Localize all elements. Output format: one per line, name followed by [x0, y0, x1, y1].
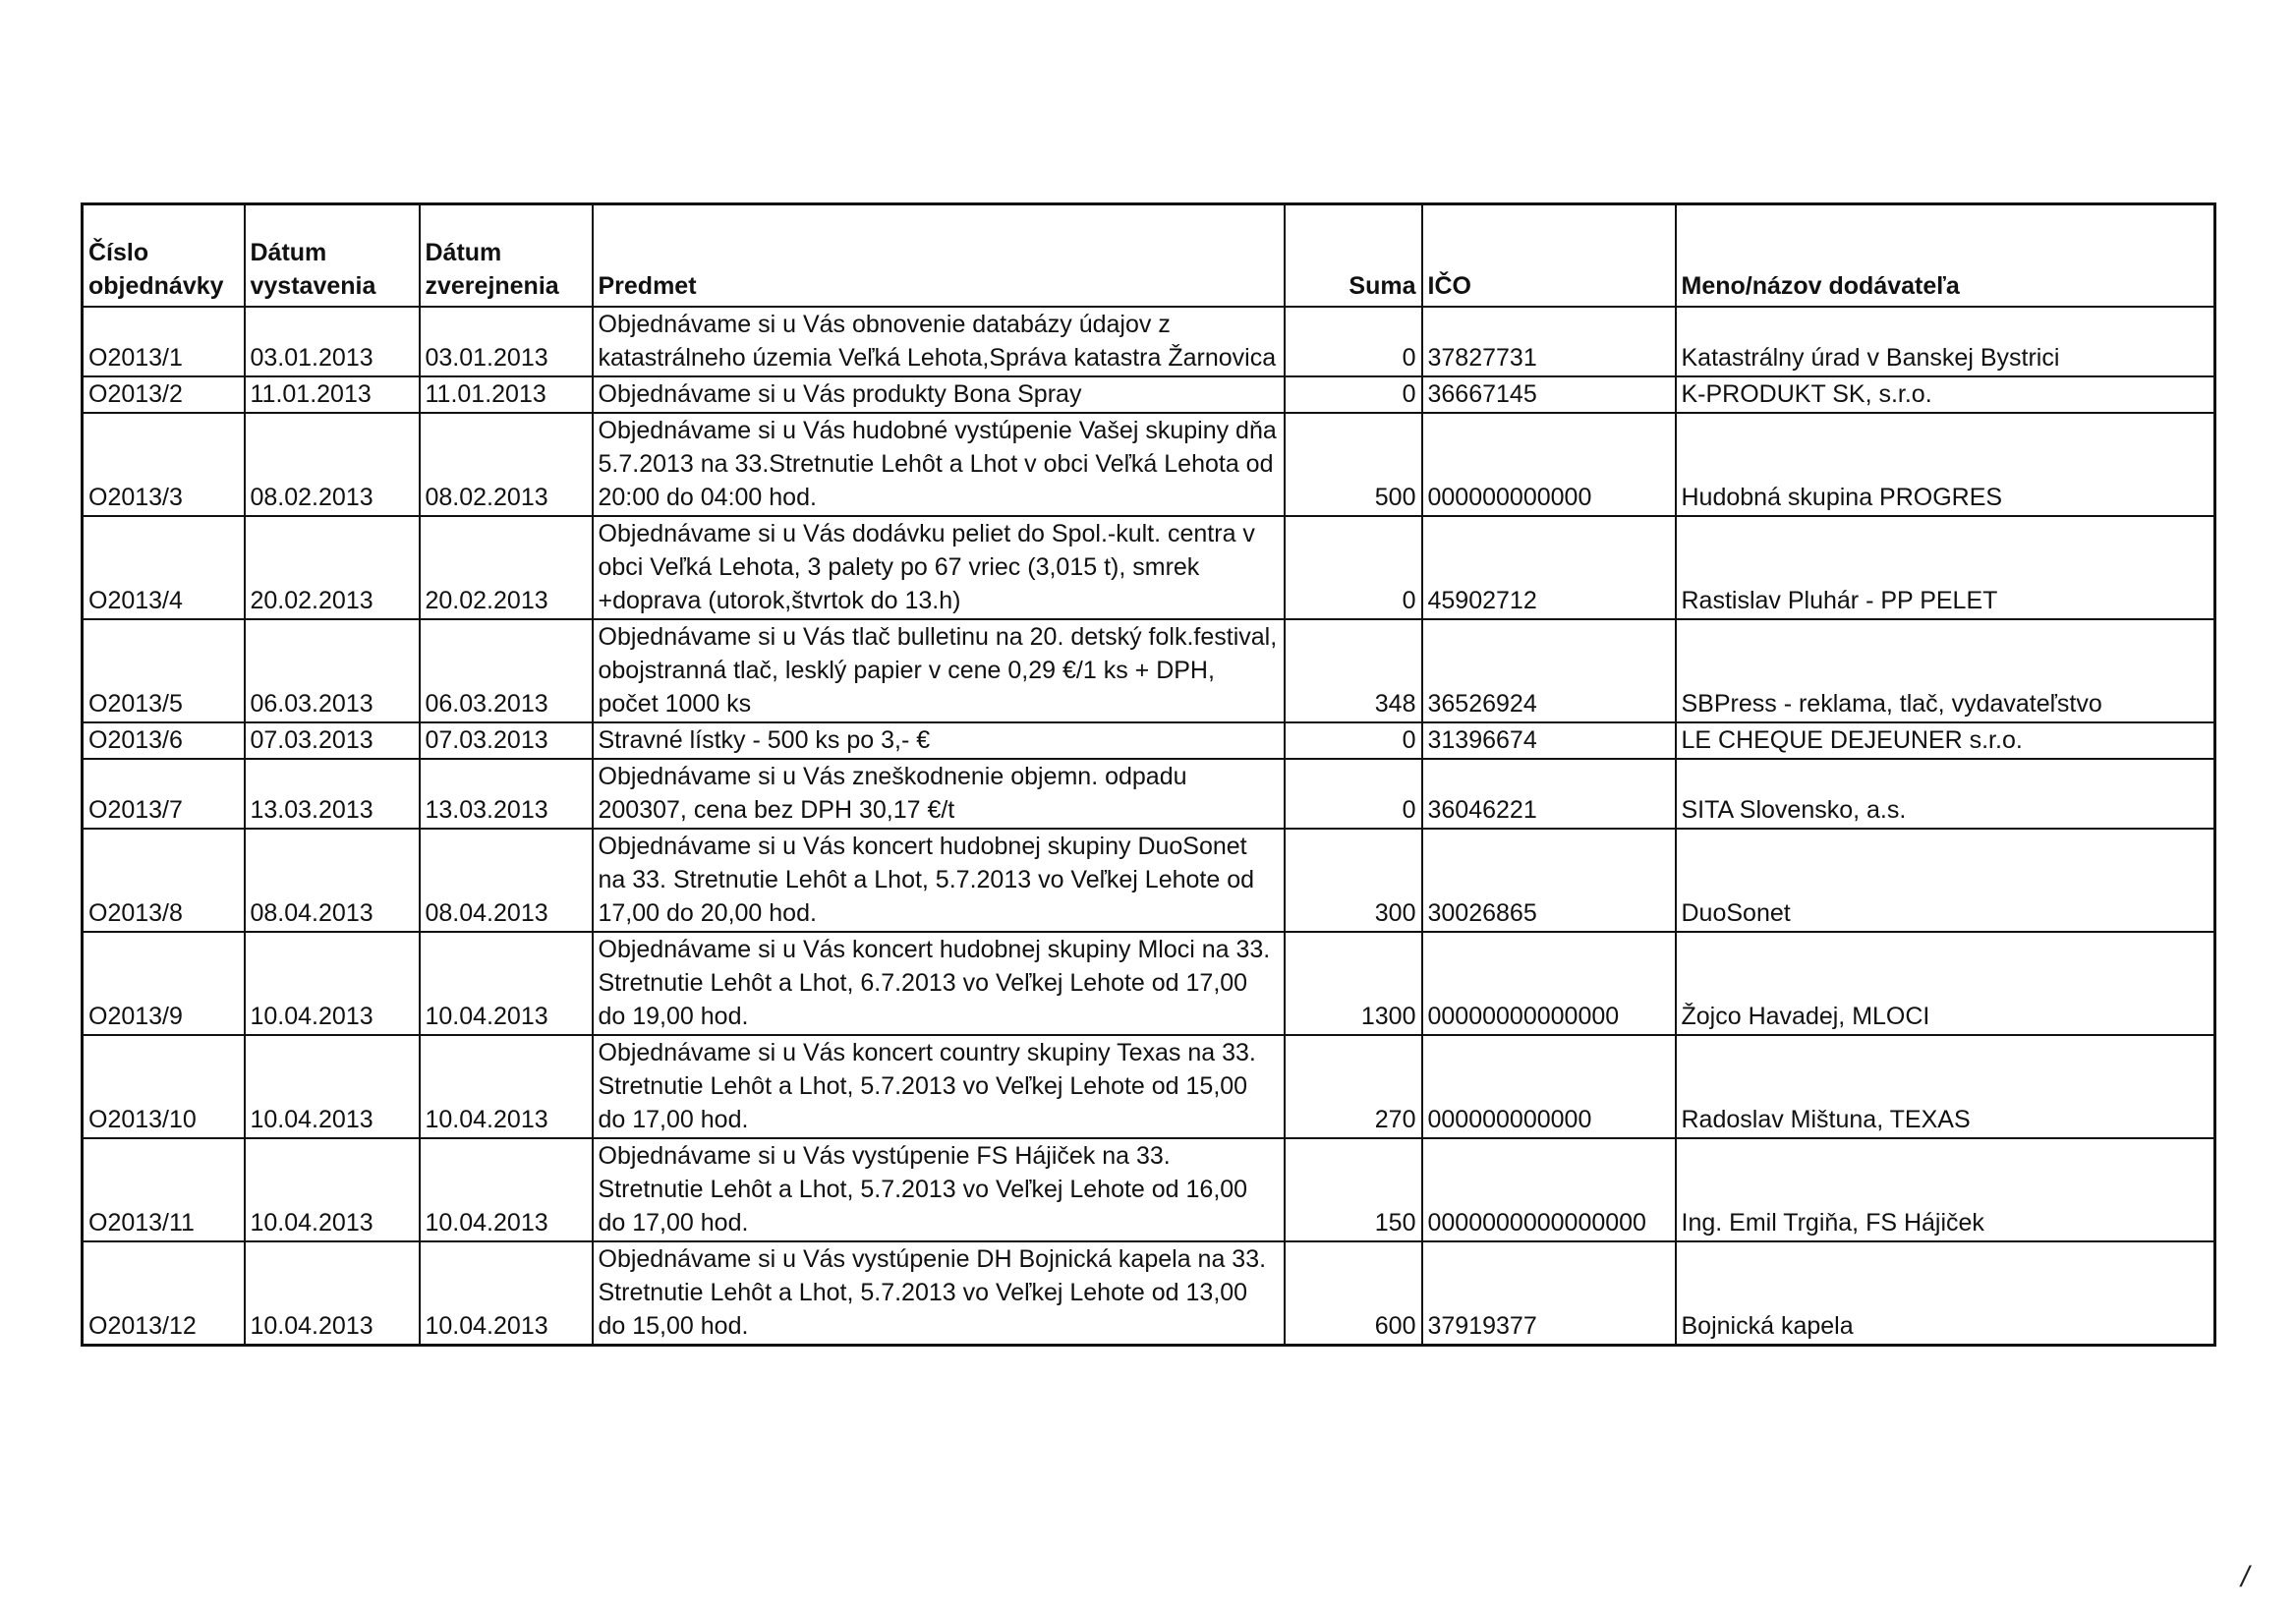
cell-amount: 0 — [1285, 376, 1422, 413]
cell-ico: 30026865 — [1422, 829, 1676, 932]
cell-supplier: Bojnická kapela — [1676, 1241, 2215, 1346]
cell-ico: 45902712 — [1422, 516, 1676, 619]
header-amount: Suma — [1285, 204, 1422, 307]
orders-table — [81, 202, 2216, 1347]
table-row — [83, 759, 2215, 829]
cell-amount: 600 — [1285, 1241, 1422, 1346]
cell-publish-date: 10.04.2013 — [420, 1138, 593, 1241]
cell-subject: Objednávame si u Vás vystúpenie FS Hájiček na 33. Stretnutie Lehôt a Lhot, 5.7.2013 vo Veľkej Lehote od 16,00 do 17,00 hod. — [593, 1138, 1285, 1241]
table-row — [83, 516, 2215, 619]
cell-subject: Stravné lístky - 500 ks po 3,- € — [593, 722, 1285, 759]
cell-ico: 36526924 — [1422, 619, 1676, 722]
cell-publish-date: 13.03.2013 — [420, 759, 593, 829]
cell-subject: Objednávame si u Vás koncert hudobnej skupiny Mloci na 33. Stretnutie Lehôt a Lhot, 6.7.2013 vo Veľkej Lehote od 17,00 do 19,00 hod. — [593, 932, 1285, 1035]
table-row — [83, 1138, 2215, 1241]
cell-subject: Objednávame si u Vás vystúpenie DH Bojnická kapela na 33. Stretnutie Lehôt a Lhot, 5.7.2013 vo Veľkej Lehote od 13,00 do 15,00 hod. — [593, 1241, 1285, 1346]
cell-supplier: Hudobná skupina PROGRES — [1676, 413, 2215, 516]
cell-amount: 270 — [1285, 1035, 1422, 1138]
cell-issue-date: 08.02.2013 — [245, 413, 420, 516]
cell-subject: Objednávame si u Vás produkty Bona Spray — [593, 376, 1285, 413]
cell-amount: 1300 — [1285, 932, 1422, 1035]
cell-ico: 31396674 — [1422, 722, 1676, 759]
cell-issue-date: 13.03.2013 — [245, 759, 420, 829]
cell-supplier: Katastrálny úrad v Banskej Bystrici — [1676, 307, 2215, 376]
cell-order-no: O2013/12 — [83, 1241, 245, 1346]
table-row — [83, 722, 2215, 759]
cell-amount: 300 — [1285, 829, 1422, 932]
cell-publish-date: 20.02.2013 — [420, 516, 593, 619]
cell-subject: Objednávame si u Vás obnovenie databázy údajov z katastrálneho územia Veľká Lehota,Správa katastra Žarnovica — [593, 307, 1285, 376]
cell-issue-date: 10.04.2013 — [245, 1138, 420, 1241]
cell-publish-date: 06.03.2013 — [420, 619, 593, 722]
cell-amount: 0 — [1285, 307, 1422, 376]
table-row — [83, 307, 2215, 376]
cell-ico: 000000000000 — [1422, 413, 1676, 516]
cell-publish-date: 10.04.2013 — [420, 1035, 593, 1138]
cell-supplier: Rastislav Pluhár - PP PELET — [1676, 516, 2215, 619]
cell-publish-date: 10.04.2013 — [420, 1241, 593, 1346]
cell-supplier: K-PRODUKT SK, s.r.o. — [1676, 376, 2215, 413]
cell-subject: Objednávame si u Vás koncert country skupiny Texas na 33. Stretnutie Lehôt a Lhot, 5.7.2013 vo Veľkej Lehote od 15,00 do 17,00 hod. — [593, 1035, 1285, 1138]
cell-ico: 37827731 — [1422, 307, 1676, 376]
cell-order-no: O2013/6 — [83, 722, 245, 759]
cell-order-no: O2013/1 — [83, 307, 245, 376]
cell-issue-date: 03.01.2013 — [245, 307, 420, 376]
cell-ico: 37919377 — [1422, 1241, 1676, 1346]
cell-supplier: LE CHEQUE DEJEUNER s.r.o. — [1676, 722, 2215, 759]
cell-ico: 36667145 — [1422, 376, 1676, 413]
cell-order-no: O2013/8 — [83, 829, 245, 932]
cell-order-no: O2013/11 — [83, 1138, 245, 1241]
cell-subject: Objednávame si u Vás dodávku peliet do Spol.-kult. centra v obci Veľká Lehota, 3 palety po 67 vriec (3,015 t), smrek +doprava (utorok,štvrtok do 13.h) — [593, 516, 1285, 619]
cell-ico: 00000000000000 — [1422, 932, 1676, 1035]
table-row — [83, 932, 2215, 1035]
cell-publish-date: 07.03.2013 — [420, 722, 593, 759]
cell-subject: Objednávame si u Vás tlač bulletinu na 20. detský folk.festival, obojstranná tlač, lesklý papier v cene 0,29 €/1 ks + DPH, počet 1000 ks — [593, 619, 1285, 722]
table-row — [83, 376, 2215, 413]
cell-order-no: O2013/4 — [83, 516, 245, 619]
cell-issue-date: 10.04.2013 — [245, 1241, 420, 1346]
header-issue-date: Dátum vystavenia — [245, 204, 420, 307]
cell-publish-date: 03.01.2013 — [420, 307, 593, 376]
cell-issue-date: 07.03.2013 — [245, 722, 420, 759]
table-row — [83, 619, 2215, 722]
cell-order-no: O2013/5 — [83, 619, 245, 722]
cell-ico: 000000000000 — [1422, 1035, 1676, 1138]
header-ico: IČO — [1422, 204, 1676, 307]
cell-issue-date: 10.04.2013 — [245, 1035, 420, 1138]
cell-ico: 36046221 — [1422, 759, 1676, 829]
header-order-no: Číslo objednávky — [83, 204, 245, 307]
cell-issue-date: 20.02.2013 — [245, 516, 420, 619]
header-publish-date: Dátum zverejnenia — [420, 204, 593, 307]
cell-issue-date: 08.04.2013 — [245, 829, 420, 932]
cell-amount: 0 — [1285, 516, 1422, 619]
table-row — [83, 1035, 2215, 1138]
cell-issue-date: 10.04.2013 — [245, 932, 420, 1035]
cell-supplier: Žojco Havadej, MLOCI — [1676, 932, 2215, 1035]
cell-ico: 0000000000000000 — [1422, 1138, 1676, 1241]
cell-supplier: Ing. Emil Trgiňa, FS Hájiček — [1676, 1138, 2215, 1241]
cell-subject: Objednávame si u Vás hudobné vystúpenie Vašej skupiny dňa 5.7.2013 na 33.Stretnutie Lehôt a Lhot v obci Veľká Lehota od 20:00 do 04:00 hod. — [593, 413, 1285, 516]
table-row — [83, 413, 2215, 516]
header-supplier: Meno/názov dodávateľa — [1676, 204, 2215, 307]
cell-subject: Objednávame si u Vás zneškodnenie objemn. odpadu 200307, cena bez DPH 30,17 €/t — [593, 759, 1285, 829]
table-row — [83, 1241, 2215, 1346]
cell-amount: 348 — [1285, 619, 1422, 722]
cell-publish-date: 11.01.2013 — [420, 376, 593, 413]
cell-order-no: O2013/10 — [83, 1035, 245, 1138]
cell-order-no: O2013/9 — [83, 932, 245, 1035]
cell-amount: 500 — [1285, 413, 1422, 516]
cell-amount: 0 — [1285, 759, 1422, 829]
cell-amount: 150 — [1285, 1138, 1422, 1241]
page-mark: / — [2241, 1561, 2250, 1593]
cell-subject: Objednávame si u Vás koncert hudobnej skupiny DuoSonet na 33. Stretnutie Lehôt a Lhot, 5.7.2013 vo Veľkej Lehote od 17,00 do 20,00 hod. — [593, 829, 1285, 932]
table-row — [83, 829, 2215, 932]
cell-publish-date: 08.04.2013 — [420, 829, 593, 932]
cell-publish-date: 10.04.2013 — [420, 932, 593, 1035]
cell-order-no: O2013/2 — [83, 376, 245, 413]
cell-supplier: DuoSonet — [1676, 829, 2215, 932]
cell-publish-date: 08.02.2013 — [420, 413, 593, 516]
cell-supplier: Radoslav Mištuna, TEXAS — [1676, 1035, 2215, 1138]
header-subject: Predmet — [593, 204, 1285, 307]
cell-amount: 0 — [1285, 722, 1422, 759]
cell-supplier: SITA Slovensko, a.s. — [1676, 759, 2215, 829]
cell-issue-date: 11.01.2013 — [245, 376, 420, 413]
cell-supplier: SBPress - reklama, tlač, vydavateľstvo — [1676, 619, 2215, 722]
cell-order-no: O2013/7 — [83, 759, 245, 829]
table-body — [83, 307, 2215, 1346]
cell-order-no: O2013/3 — [83, 413, 245, 516]
table-header-row — [83, 204, 2215, 307]
cell-issue-date: 06.03.2013 — [245, 619, 420, 722]
